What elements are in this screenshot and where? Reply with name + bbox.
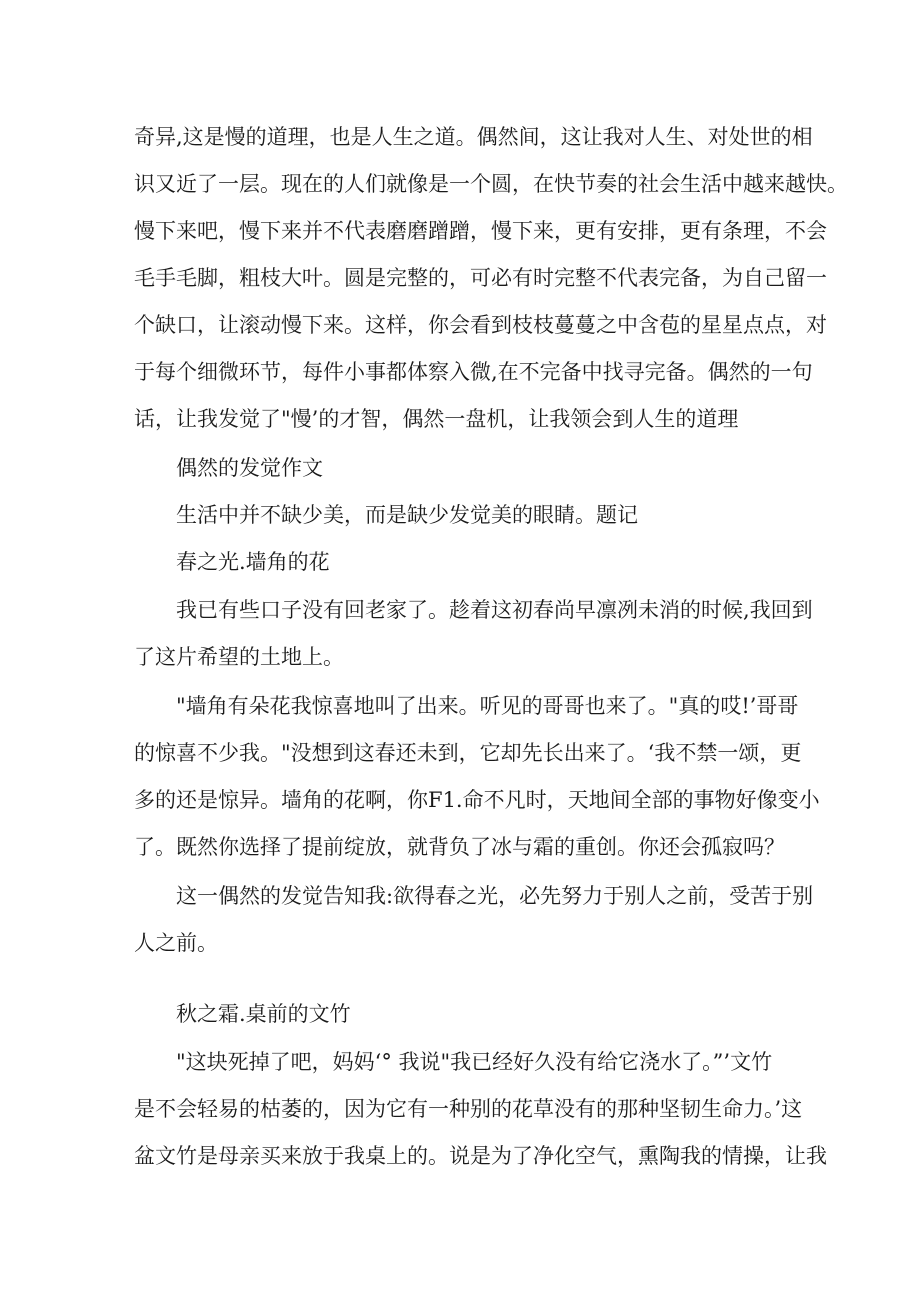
subsection-title: 春之光.墙角的花	[176, 550, 330, 574]
text-line: 我已有些口子没有回老家了。趁着这初春尚早凛冽未消的时候,我回到	[176, 598, 813, 622]
text-line: 识又近了一层。现在的人们就像是一个圆，在快节奏的社会生活中越来越快。	[134, 172, 848, 196]
text-line: "墙角有朵花我惊喜地叫了出来。听见的哥哥也来了。"真的哎!’哥哥	[176, 694, 799, 718]
text-line: 是不会轻易的枯萎的，因为它有一种别的花草没有的那种坚韧生命力。’这	[134, 1097, 803, 1121]
text-line: 盆文竹是母亲买来放于我桌上的。说是为了净化空气，熏陶我的情操，让我	[134, 1144, 827, 1168]
text-line: 慢下来吧，慢下来并不代表磨磨蹭蹭，慢下来，更有安排，更有条理，不会	[134, 219, 827, 243]
text-line: 了这片希望的土地上。	[134, 645, 344, 669]
text-line: 的惊喜不少我。"没想到这春还未到，它却先长出来了。‘我不禁一颂，更	[134, 741, 802, 765]
text-line: 了。既然你选择了提前绽放，就背负了冰与霜的重创。你还会孤寂吗？	[134, 835, 785, 859]
section-title: 偶然的发觉作文	[176, 456, 323, 480]
text-line: 人之前。	[134, 931, 218, 955]
text-line: 这一偶然的发觉告知我:欲得春之光，必先努力于别人之前，受苦于别	[176, 884, 814, 908]
text-line: 奇异,这是慢的道理，也是人生之道。偶然间，这让我对人生、对处世的相	[134, 125, 813, 149]
text-line: "这块死掉了吧，妈妈‘° 我说"我已经好久没有给它浇水了。”’文竹	[176, 1050, 773, 1074]
subsection-title: 秋之霜.桌前的文竹	[176, 1002, 351, 1026]
text-line: 话，让我发觉了"慢’的才智，偶然一盘机，让我领会到人生的道理	[134, 407, 739, 431]
text-line: 于每个细微环节，每件小事都体察入微,在不完备中找寻完备。偶然的一句	[134, 360, 813, 384]
text-line: 个缺口，让滚动慢下来。这样，你会看到枝枝蔓蔓之中含苞的星星点点，对	[134, 313, 827, 337]
text-line: 多的还是惊异。墙角的花啊，你F1.命不凡时，天地间全部的事物好像变小	[134, 788, 820, 812]
epigraph: 生活中并不缺少美，而是缺少发觉美的眼睛。题记	[176, 503, 638, 527]
text-line: 毛手毛脚，粗枝大叶。圆是完整的，可必有时完整不代表完备，为自己留一	[134, 266, 827, 290]
